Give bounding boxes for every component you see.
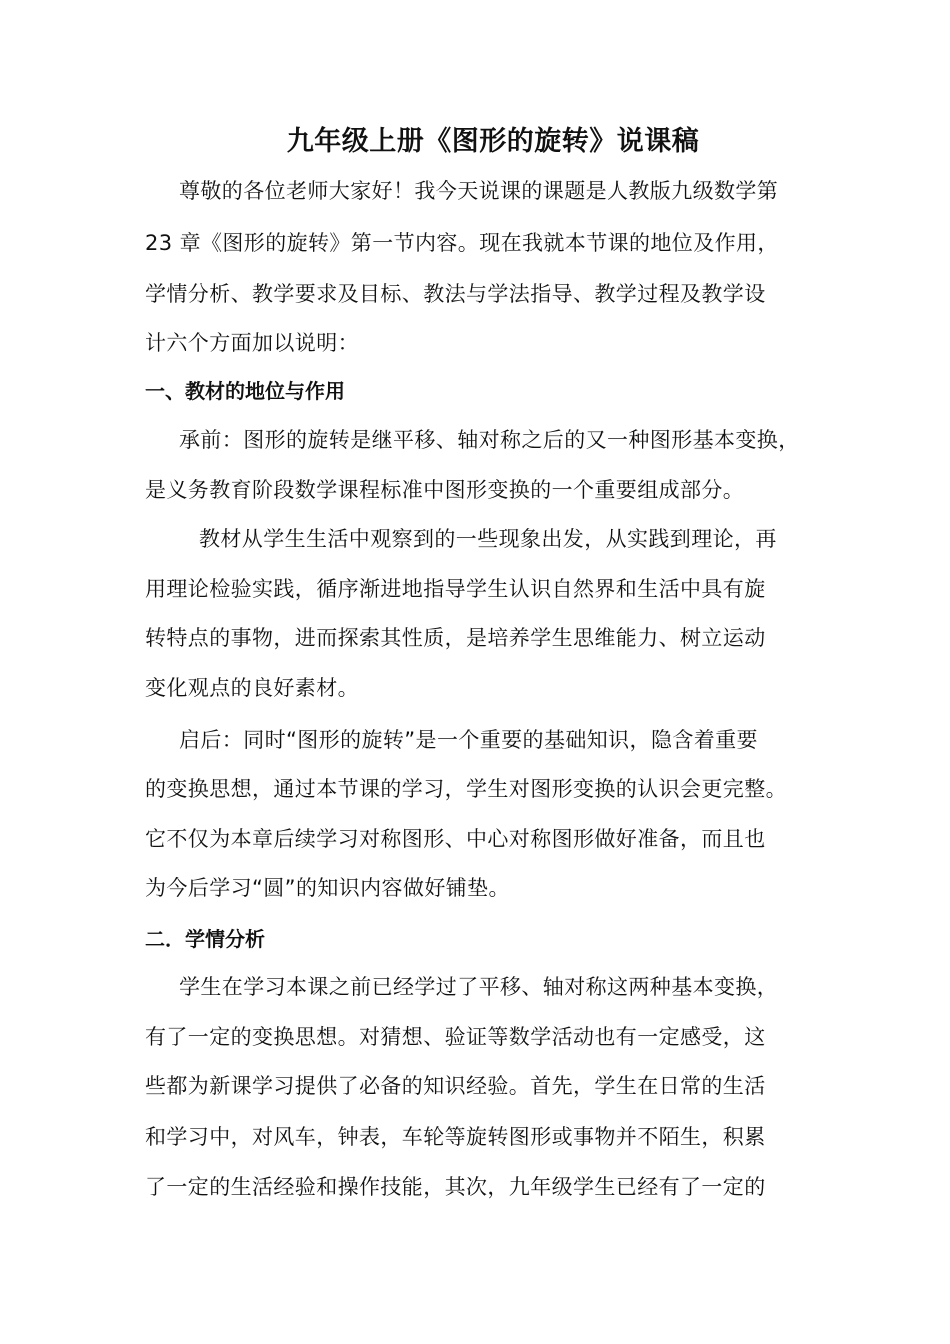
paragraph-line: 教材从学生生活中观察到的一些现象出发，从实践到理论，再 xyxy=(199,527,777,551)
document-title: 九年级上册《图形的旋转》说课稿 xyxy=(286,126,700,157)
paragraph-line: 了一定的生活经验和操作技能，其次，九年级学生已经有了一定的 xyxy=(145,1175,766,1199)
paragraph-line: 承前：图形的旋转是继平移、轴对称之后的又一种图形基本变换， xyxy=(179,428,800,452)
intro-line: 23 章《图形的旋转》第一节内容。现在我就本节课的地位及作用， xyxy=(145,231,779,255)
intro-line: 计六个方面加以说明： xyxy=(145,331,359,355)
paragraph-line: 用理论检验实践，循序渐进地指导学生认识自然界和生活中具有旋 xyxy=(145,577,766,601)
paragraph-line: 变化观点的良好素材。 xyxy=(145,676,359,700)
intro-line: 尊敬的各位老师大家好！我今天说课的课题是人教版九级数学第 xyxy=(179,179,779,203)
paragraph-line: 的变换思想，通过本节课的学习，学生对图形变换的认识会更完整。 xyxy=(145,777,787,801)
paragraph-line: 有了一定的变换思想。对猜想、验证等数学活动也有一定感受，这 xyxy=(145,1025,766,1049)
paragraph-line: 和学习中，对风车，钟表，车轮等旋转图形或事物并不陌生，积累 xyxy=(145,1125,766,1149)
paragraph-line: 启后：同时“图形的旋转”是一个重要的基础知识，隐含着重要 xyxy=(179,728,758,752)
intro-line: 学情分析、教学要求及目标、教法与学法指导、教学过程及教学设 xyxy=(145,282,766,306)
paragraph-line: 它不仅为本章后续学习对称图形、中心对称图形做好准备，而且也 xyxy=(145,827,766,851)
paragraph-line: 转特点的事物，进而探索其性质，是培养学生思维能力、树立运动 xyxy=(145,626,766,650)
section-heading: 一、教材的地位与作用 xyxy=(145,379,345,403)
section-heading: 二．学情分析 xyxy=(145,927,265,951)
paragraph-line: 为今后学习“圆”的知识内容做好铺垫。 xyxy=(145,876,510,900)
paragraph-line: 是义务教育阶段数学课程标准中图形变换的一个重要组成部分。 xyxy=(145,478,745,502)
paragraph-line: 学生在学习本课之前已经学过了平移、轴对称这两种基本变换， xyxy=(179,975,779,999)
paragraph-line: 些都为新课学习提供了必备的知识经验。首先，学生在日常的生活 xyxy=(145,1074,766,1098)
